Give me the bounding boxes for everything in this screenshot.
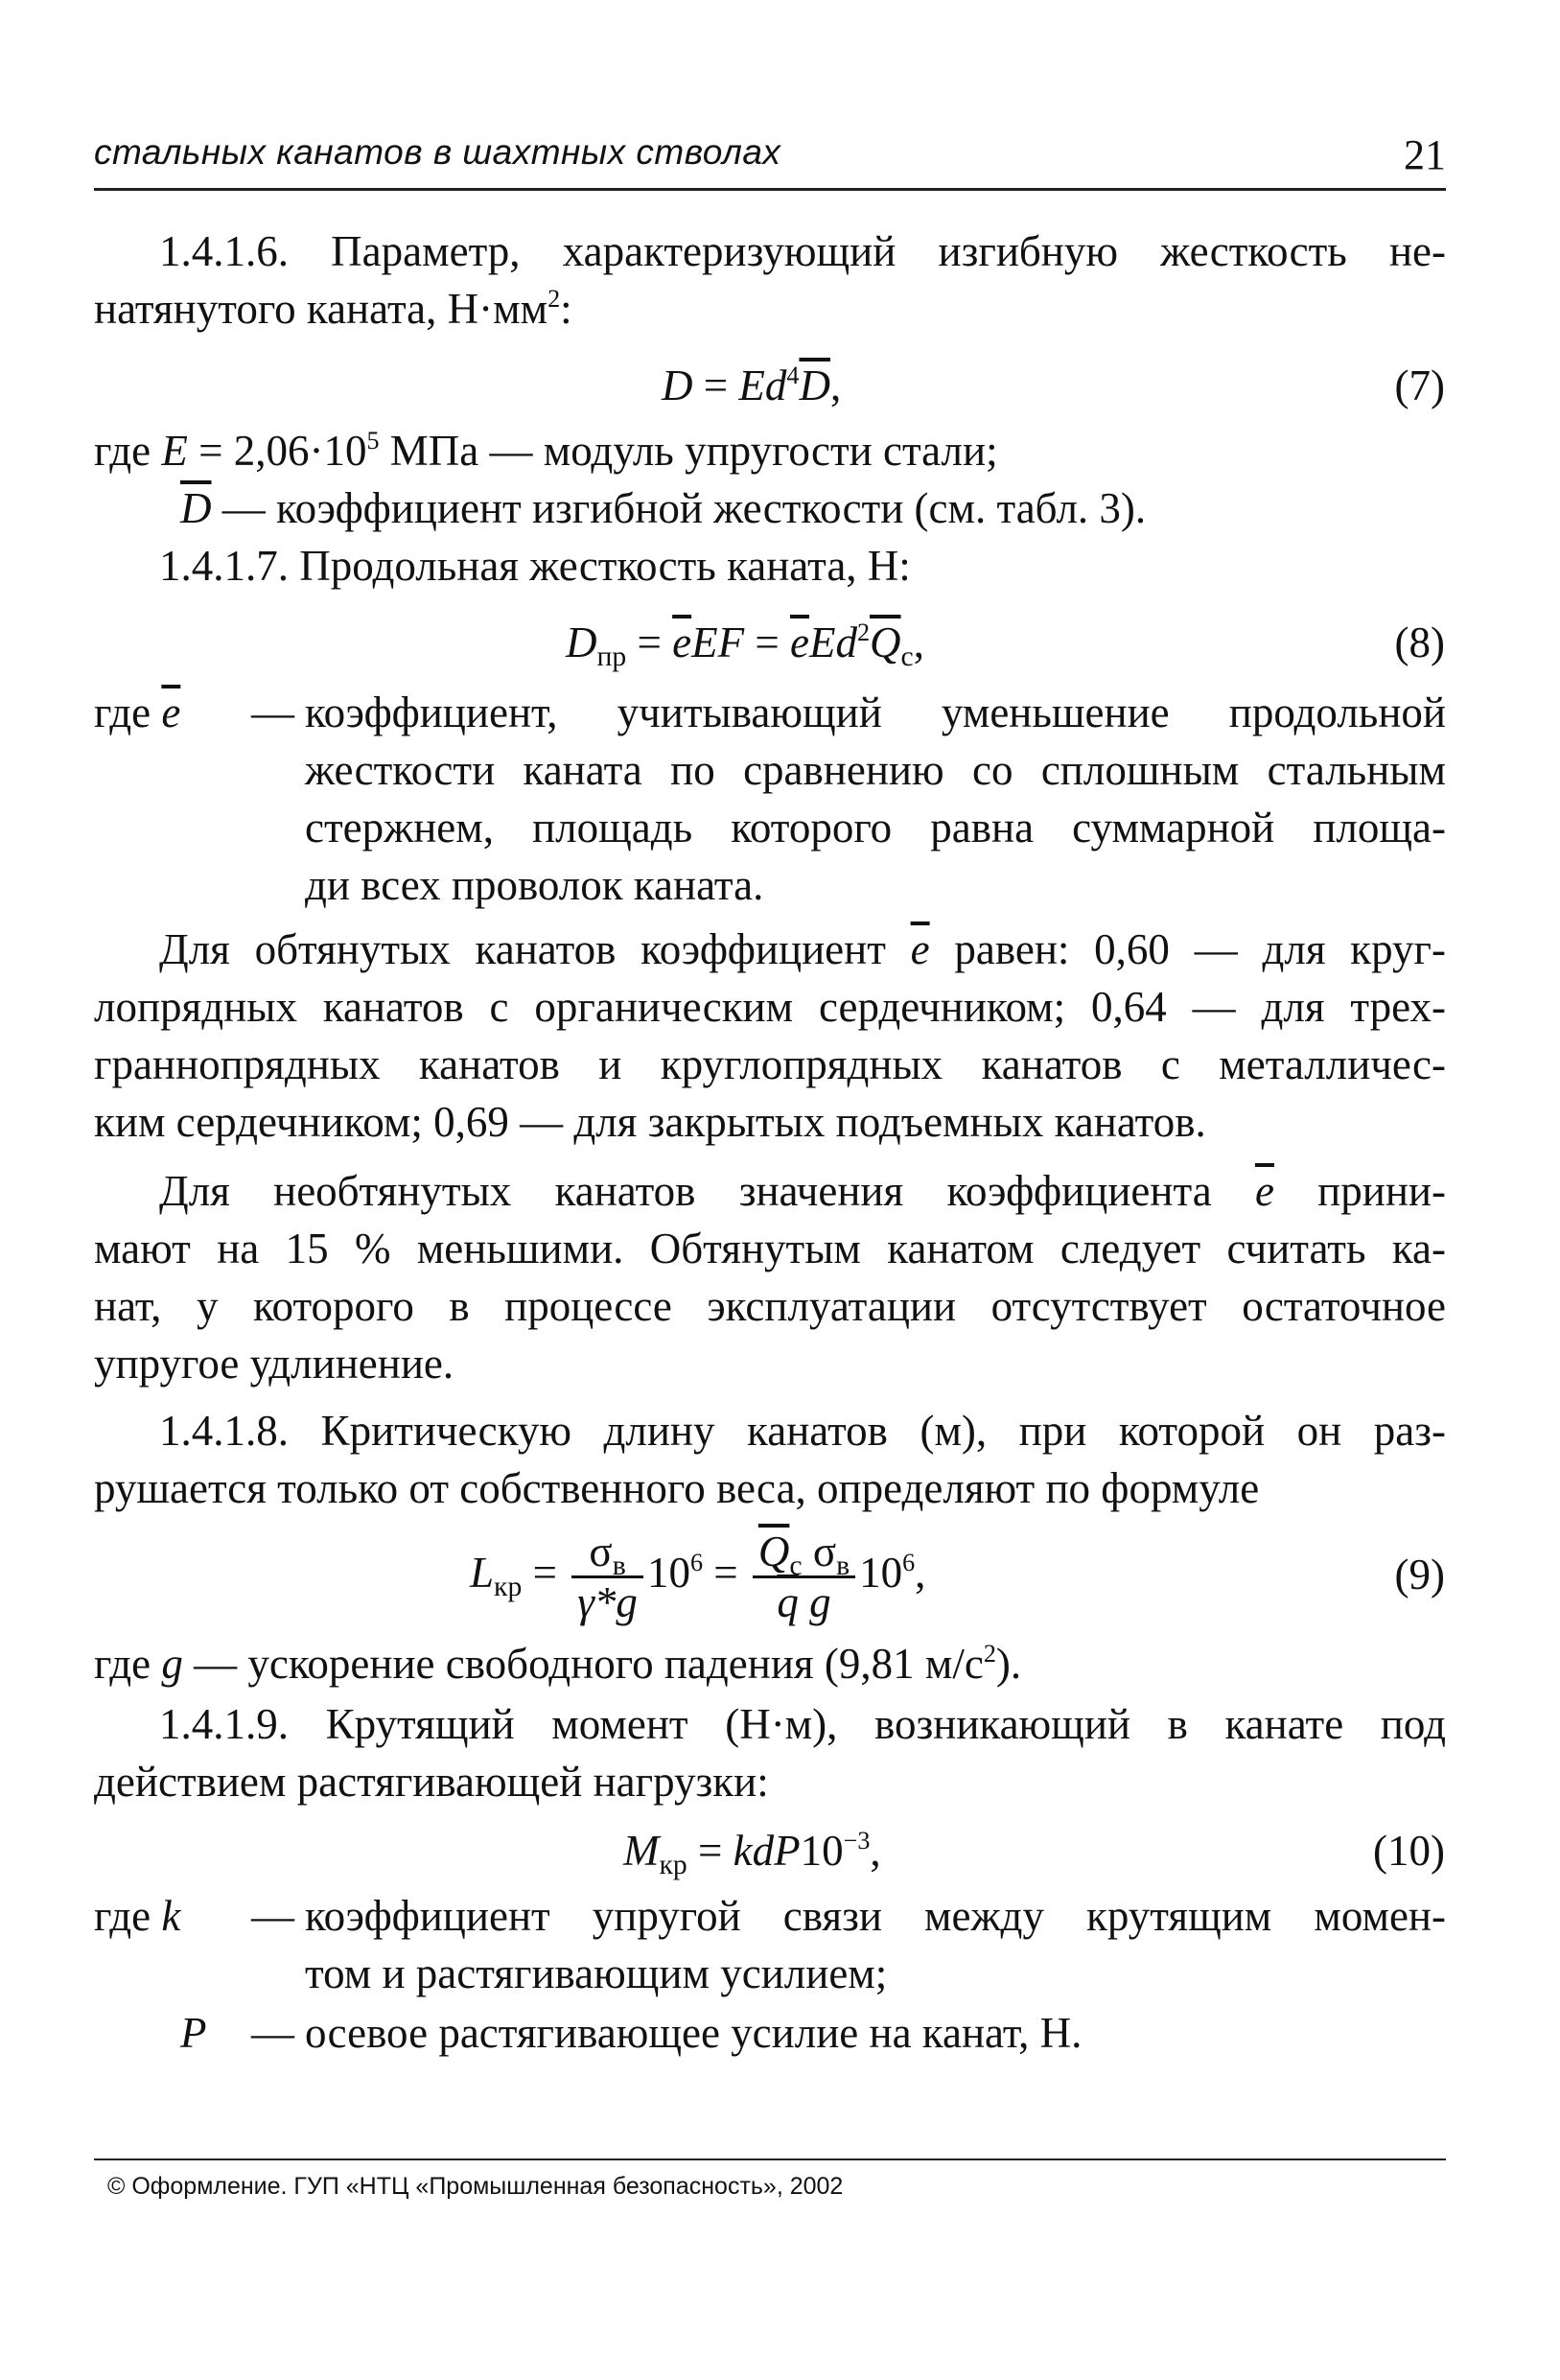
where-8-label: где $\overline{e}$	[94, 688, 181, 736]
where-10-p-text: осевое растягивающее усилие на канат, Н.	[305, 2009, 1083, 2057]
where-8-desc-line2: жесткости каната по сравнению со сплошным стальным	[305, 746, 1446, 794]
formula-9: $L_{кр}$ = $\frac{\sigma_в}{\gamma*g}$ $10^6$ = $\frac{\overline{Q}_c \sigma_в}{\overline{q} g}$ $10^6$,	[470, 1528, 926, 1627]
para-1-line3: граннопрядных канатов и круглопрядных канатов с металличес-	[94, 1040, 1446, 1088]
where-8-desc-line3: стержнем, площадь которого равна суммарной площа-	[305, 804, 1446, 852]
formula-7: $D = Ed^4\overline{D}$,	[662, 362, 842, 409]
section-1419-line1: 1.4.1.9. Крутящий момент (Н·м), возникающий в канате под	[159, 1700, 1446, 1748]
para-2-line4: упругое удлинение.	[94, 1340, 454, 1388]
where-7-line1: где $E = 2,06\cdot 10^5$ МПа — модуль упругости стали;	[94, 427, 998, 475]
page-number: 21	[1404, 131, 1446, 178]
para-1-line2: лопрядных канатов с органическим сердечником; 0,64 — для трех-	[94, 983, 1446, 1031]
footer-copyright: © Оформление. ГУП «НТЦ «Промышленная безопасность», 2002	[107, 2173, 844, 2200]
where-10-k-line2: том и растягивающим усилием;	[305, 1949, 888, 1997]
fraction-q-sigma-over-q-g: $\frac{\overline{Q}_c \sigma_в}{\overline{q} g}$	[753, 1528, 855, 1626]
running-header-title: стальных канатов в шахтных стволах	[94, 132, 781, 172]
formula-10: $M_{кр} = kdP10^{-3}$,	[623, 1827, 881, 1880]
formula-8-number: (8)	[1394, 618, 1445, 666]
section-1416-line2: натянутого каната, $Н\cdot мм^2$:	[94, 285, 572, 333]
where-10-p-dash: —	[251, 2009, 294, 2057]
formula-7-number: (7)	[1394, 362, 1445, 409]
para-1-line4: ким сердечником; 0,69 — для закрытых подъемных канатов.	[94, 1098, 1206, 1146]
where-10-k-dash: —	[251, 1892, 294, 1940]
para-1-line1: Для обтянутых канатов коэффициент $\overline{e}$ равен: 0,60 — для круг-	[159, 925, 1446, 973]
header-rule	[94, 188, 1446, 191]
footer-rule	[94, 2158, 1446, 2160]
where-10-k-line1: коэффициент упругой связи между крутящим момен-	[305, 1892, 1446, 1940]
section-1416-line1: 1.4.1.6. Параметр, характеризующий изгибную жесткость не-	[159, 227, 1446, 275]
where-8-desc-line4: ди всех проволок каната.	[305, 861, 764, 909]
para-2-line3: нат, у которого в процессе эксплуатации отсутствует остаточное	[94, 1282, 1446, 1330]
para-2-line2: мают на 15 % меньшими. Обтянутым канатом следует считать ка-	[94, 1225, 1446, 1272]
section-1418-line2: рушается только от собственного веса, определяют по формуле	[94, 1464, 1260, 1512]
formula-8: $D_{пр} = \overline{e}EF = \overline{e}Ed^2\overline{Q}_с$,	[566, 618, 924, 672]
where-10-p-symbol: P	[180, 2009, 207, 2057]
where-8-desc-line1: коэффициент, учитывающий уменьшение продольной	[305, 688, 1446, 736]
para-2-line1: Для необтянутых канатов значения коэффициента $\overline{e}$ прини-	[159, 1167, 1446, 1215]
formula-10-number: (10)	[1373, 1827, 1445, 1875]
section-1419-line2: действием растягивающей нагрузки:	[94, 1758, 769, 1806]
where-10-label: где k	[94, 1892, 181, 1940]
where-7-line2: $\overline{D}$ — коэффициент изгибной жесткости (см. табл. 3).	[180, 484, 1147, 532]
formula-9-number: (9)	[1394, 1551, 1445, 1598]
section-1418-line1: 1.4.1.8. Критическую длину канатов (м), при которой он раз-	[159, 1407, 1446, 1455]
running-header	[94, 132, 1446, 186]
where-9-line: где g — ускорение свободного падения (9,81 $м/с^2$).	[94, 1640, 1022, 1688]
section-1417-line1: 1.4.1.7. Продольная жесткость каната, Н:	[159, 542, 911, 590]
fraction-sigma-over-gamma-g: $\frac{\sigma_в}{\gamma*g}$	[571, 1528, 643, 1626]
where-8-dash: —	[251, 688, 294, 736]
